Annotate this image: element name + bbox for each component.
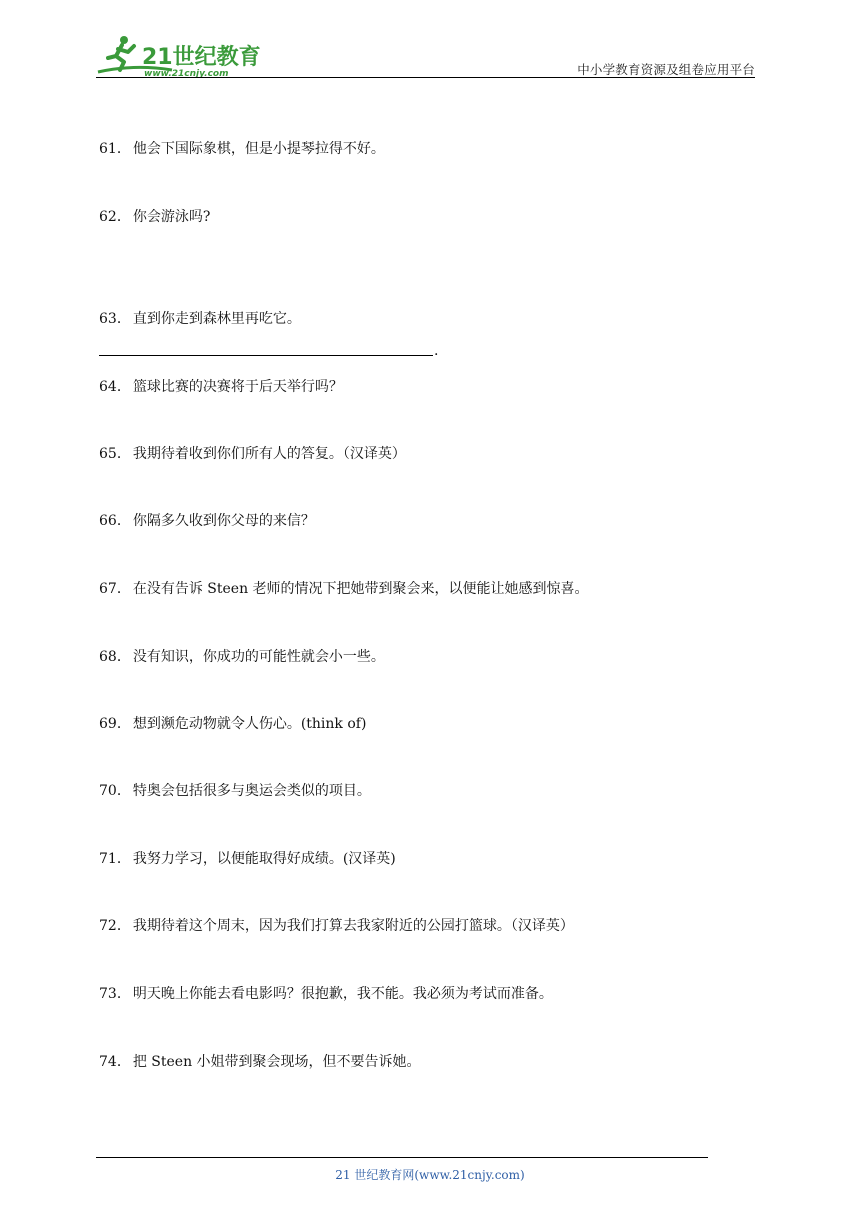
- question-69: [99, 715, 366, 733]
- question-number: 74．: [99, 1054, 131, 1070]
- question-61: [99, 140, 385, 158]
- question-64: [99, 378, 343, 396]
- question-number: 73．: [99, 986, 131, 1002]
- question-number: 61．: [99, 141, 131, 157]
- platform-name: 中小学教育资源及组卷应用平台: [577, 62, 755, 77]
- question-number: 67．: [99, 581, 131, 597]
- logo-subtext: www.21cnjy.com: [144, 69, 229, 79]
- question-68: [99, 648, 385, 666]
- question-text: 我期待着收到你们所有人的答复。（汉译英）: [132, 446, 406, 462]
- question-73: [99, 985, 553, 1003]
- question-text: 篮球比赛的决赛将于后天举行吗？: [132, 379, 343, 395]
- question-text: 你会游泳吗?: [132, 209, 211, 225]
- site-logo: [94, 34, 264, 80]
- question-number: 64．: [99, 379, 131, 395]
- question-text: 他会下国际象棋，但是小提琴拉得不好。: [132, 141, 385, 157]
- footer-site-link: 21 世纪教育网(www.21cnjy.com): [335, 1168, 525, 1182]
- question-71: [99, 850, 396, 868]
- question-text: 明天晚上你能去看电影吗？很抱歉，我不能。我必须为考试而准备。: [132, 986, 553, 1002]
- question-text: 在没有告诉 Steen 老师的情况下把她带到聚会来，以便能让她感到惊喜。: [132, 581, 589, 597]
- question-text: 把 Steen 小姐带到聚会现场，但不要告诉她。: [132, 1054, 421, 1070]
- question-text: 想到濒危动物就令人伤心。(think of): [132, 716, 367, 732]
- question-74: [99, 1053, 421, 1071]
- question-text: 特奥会包括很多与奥运会类似的项目。: [132, 783, 371, 799]
- question-number: 69．: [99, 716, 131, 732]
- footer-divider: [96, 1157, 708, 1158]
- question-number: 71．: [99, 851, 131, 867]
- question-number: 63．: [99, 311, 131, 327]
- question-number: 68．: [99, 649, 131, 665]
- question-66: [99, 512, 315, 530]
- question-text: 你隔多久收到你父母的来信？: [132, 513, 315, 529]
- runner-logo-icon: [94, 34, 264, 80]
- question-number: 65．: [99, 446, 131, 462]
- question-62: [99, 208, 210, 226]
- logo-text: 21世纪教育: [142, 45, 261, 70]
- question-63: [99, 310, 301, 328]
- question-65: [99, 445, 406, 463]
- question-text: 没有知识，你成功的可能性就会小一些。: [132, 649, 385, 665]
- question-67: [99, 580, 589, 598]
- question-number: 66．: [99, 513, 131, 529]
- question-72: [99, 917, 574, 935]
- question-number: 70．: [99, 783, 131, 799]
- question-number: 72．: [99, 918, 131, 934]
- answer-blank-line: [99, 355, 433, 356]
- answer-line-period: .: [434, 343, 439, 359]
- question-number: 62．: [99, 209, 131, 225]
- question-text: 我努力学习，以便能取得好成绩。(汉译英): [132, 851, 396, 867]
- question-70: [99, 782, 371, 800]
- header-divider: [96, 77, 755, 78]
- question-text: 我期待着这个周末，因为我们打算去我家附近的公园打篮球。（汉译英）: [132, 918, 574, 934]
- question-text: 直到你走到森林里再吃它。: [132, 311, 301, 327]
